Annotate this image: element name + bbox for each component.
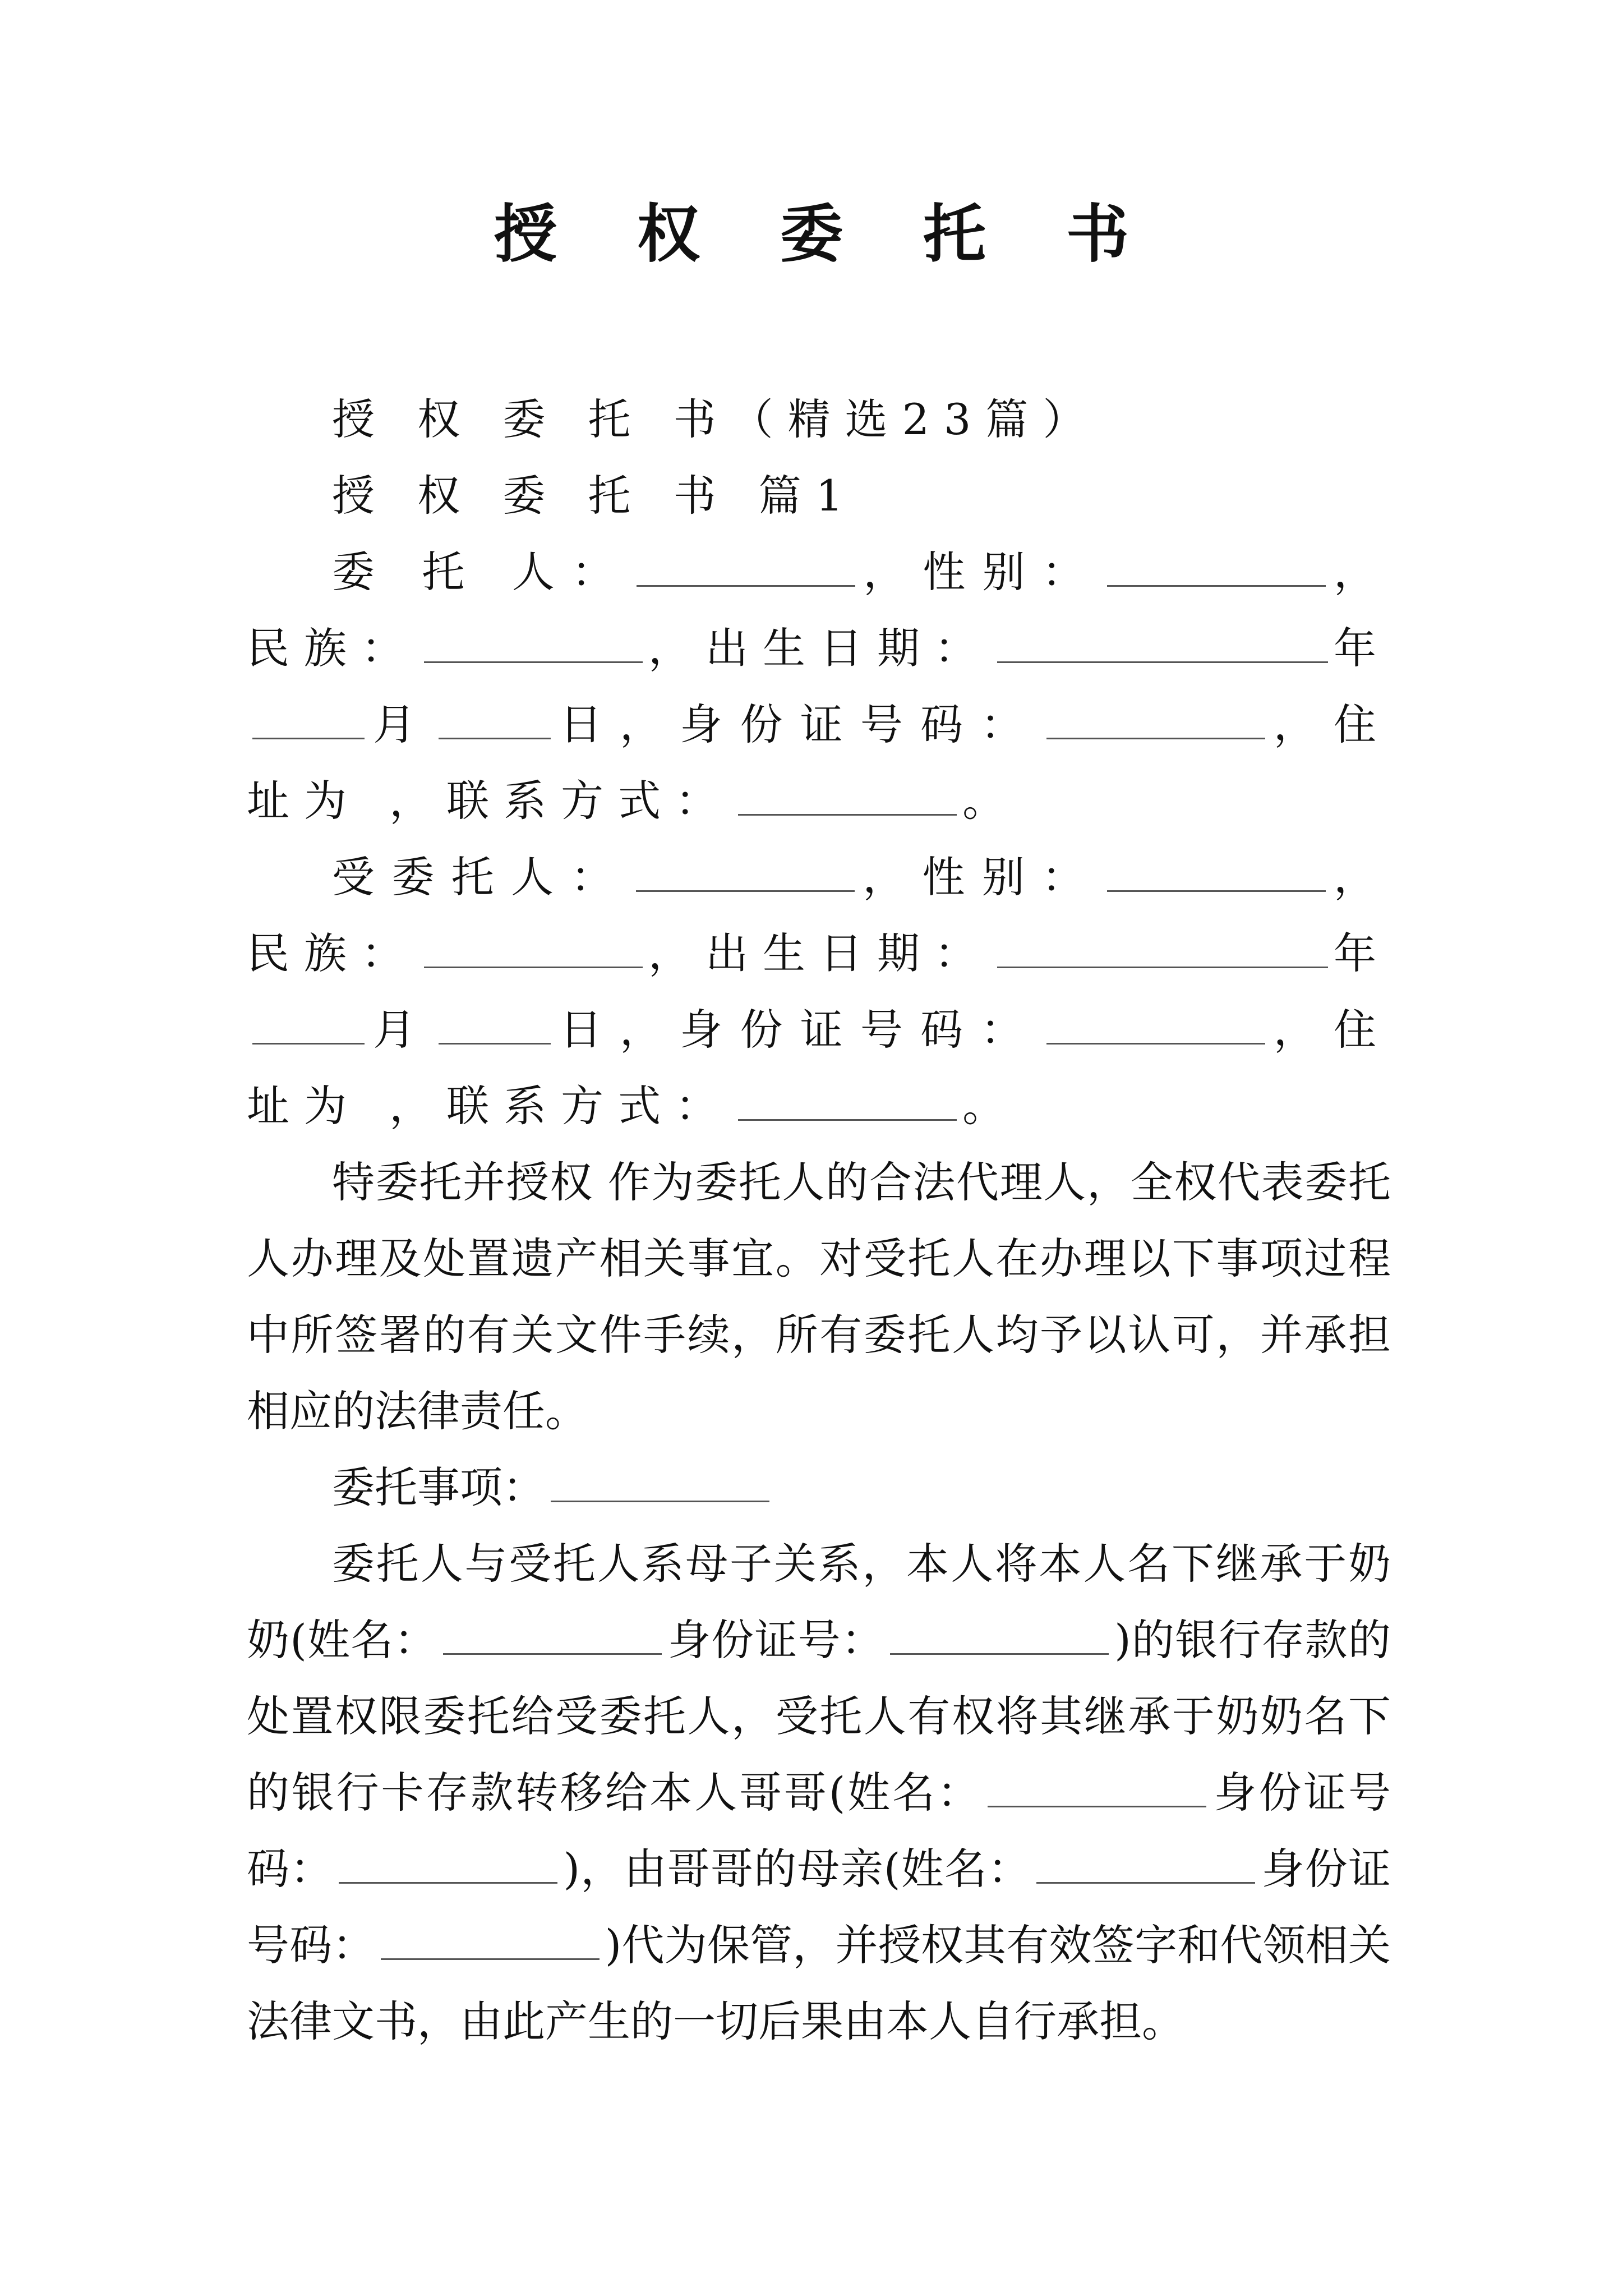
matters-paragraph xyxy=(247,1450,1391,1526)
agent-id-blank xyxy=(1046,1009,1265,1045)
document-title: 授 权 委 托 书 xyxy=(494,198,1158,271)
relation-text-6: 身份证号码： xyxy=(247,1844,1391,1970)
principal-id-label: 日，身份证号码： xyxy=(556,700,1041,749)
relation-text-4: 身份证号码： xyxy=(247,1768,1391,1894)
relation-text-1: 委托人与受托人系母子关系，本人将本人名下继承于奶奶(姓名： xyxy=(247,1539,1391,1665)
relation-text-5: )，由哥哥的母亲(姓名： xyxy=(563,1844,1031,1894)
agent-address-label: ，住址为 ，联系方式： xyxy=(247,1005,1391,1131)
mother-id-blank xyxy=(381,1925,600,1960)
relation-text-2: 身份证号： xyxy=(667,1615,885,1665)
mother-name-blank xyxy=(1036,1848,1255,1884)
principal-birth-label: ，出生日期： xyxy=(648,623,992,673)
principal-id-blank xyxy=(1046,704,1265,739)
grandma-id-blank xyxy=(890,1619,1109,1655)
principal-label: 委 托 人： xyxy=(332,547,631,597)
principal-month-blank xyxy=(252,704,365,739)
agent-gender-blank xyxy=(1107,857,1326,892)
principal-gender-blank xyxy=(1107,551,1326,587)
principal-info xyxy=(247,534,1391,839)
principal-name-blank xyxy=(637,551,855,587)
agent-birth-blank xyxy=(997,933,1328,968)
agent-gender-label: ，性别： xyxy=(860,852,1101,902)
agent-year-label: 年 xyxy=(1334,928,1391,978)
agent-month-blank xyxy=(252,1009,365,1045)
agent-ethnic-blank xyxy=(424,933,643,968)
relation-text-3: )的银行存款的处置权限委托给受委托人，受托人有权将其继承于奶奶名下的银行卡存款转移给本人哥哥(姓名： xyxy=(247,1615,1391,1818)
principal-ethnic-blank xyxy=(424,628,643,663)
agent-label: 受委托人： xyxy=(332,852,630,902)
document-subtitle: 授 权 委 托 书（精选23篇） xyxy=(332,394,1100,444)
matters-blank xyxy=(551,1467,769,1502)
principal-month-label: 月 xyxy=(370,700,434,749)
principal-birth-blank xyxy=(997,628,1328,663)
relation-text-7: )代为保管，并授权其有效签字和代领相关法律文书，由此产生的一切后果由本人自行承担。 xyxy=(247,1920,1391,2046)
principal-day-blank xyxy=(439,704,551,739)
principal-address-label: ，住址为 ，联系方式： xyxy=(247,700,1391,826)
grandma-name-blank xyxy=(443,1619,662,1655)
principal-contact-blank xyxy=(738,780,957,816)
principal-year-label: 年 xyxy=(1334,623,1391,673)
agent-id-label: 日，身份证号码： xyxy=(556,1005,1041,1055)
agent-name-blank xyxy=(636,857,855,892)
principal-end: 。 xyxy=(962,776,1020,826)
authorization-paragraph: 特委托并授权 作为委托人的合法代理人，全权代表委托人办理及处置遗产相关事宜。对受托人在办理以下事项过程中所签署的有关文件手续，所有委托人均予以认可，并承担相应的法律责任。 xyxy=(247,1157,1391,1436)
brother-id-blank xyxy=(339,1848,557,1884)
matters-label: 委托事项： xyxy=(332,1462,545,1512)
agent-ethnic-label: ，民族： xyxy=(247,852,1391,978)
principal-ethnic-label: ，民族： xyxy=(247,547,1391,673)
agent-contact-blank xyxy=(738,1085,957,1121)
document-body xyxy=(247,381,1391,2060)
section-heading: 授 权 委 托 书 篇1 xyxy=(332,471,858,521)
agent-birth-label: ，出生日期： xyxy=(648,928,992,978)
relation-paragraph xyxy=(247,1526,1391,2060)
agent-day-blank xyxy=(439,1009,551,1045)
agent-end: 。 xyxy=(962,1081,1020,1131)
principal-gender-label: ，性别： xyxy=(861,547,1101,597)
brother-name-blank xyxy=(988,1772,1206,1807)
agent-info xyxy=(247,839,1391,1144)
agent-month-label: 月 xyxy=(370,1005,434,1055)
